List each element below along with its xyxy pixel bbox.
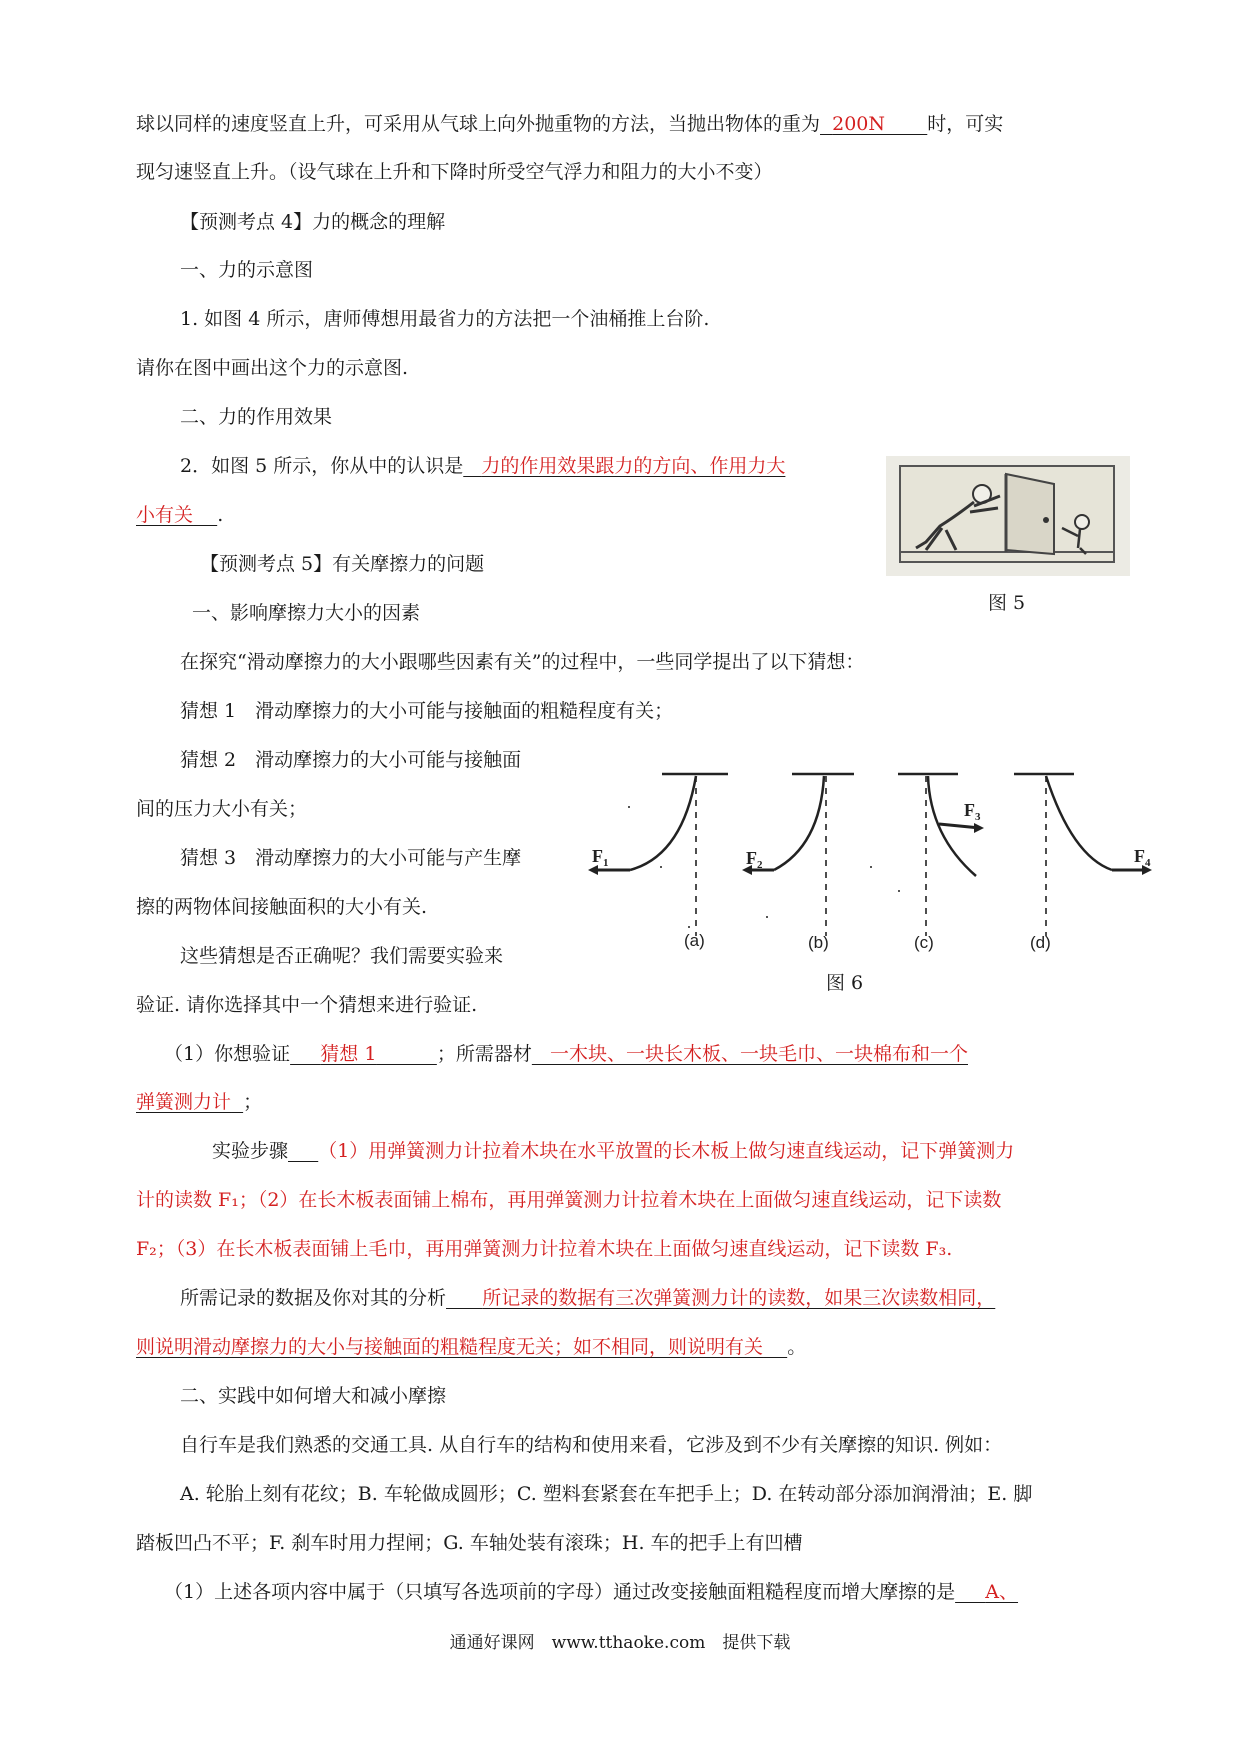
label: 所需记录的数据及你对其的分析 [180,1287,447,1309]
answer-text [463,455,785,477]
answer-part: 弹簧测力计 [136,1091,232,1113]
options-text: A. 轮胎上刻有花纹；B. 车轮做成圆形；C. 塑料套紧套在车把手上；D. 在转动部分添加润滑油；E. 脚 [180,1483,1033,1505]
answer-part: 猜想 1 [320,1043,377,1065]
force-label-f1: $F_1$ [592,846,609,869]
paragraph-text: 在探究“滑动摩擦力的大小跟哪些因素有关”的过程中，一些同学提出了以下猜想： [180,651,865,673]
answer-part: 力的作用效果跟力的方向、作用力大 [481,455,786,477]
figure-6-caption: 图 6 [826,972,864,994]
analysis-line [180,1284,995,1312]
sentence: 球以同样的速度竖直上升，可采用从气球上向外抛重物的方法，当抛出物体的重为 [136,113,821,135]
question-text: 请你在图中画出这个力的示意图. [136,357,409,379]
page-footer: 通通好课网 www.tthaoke.com 提供下载 [449,1633,791,1653]
options-text: 踏板凹凸不平；F. 刹车时用力捏闸；G. 车轴处装有滚珠；H. 车的把手上有凹槽 [136,1532,803,1554]
hypothesis-3-cont: 擦的两物体间接触面积的大小有关. [136,896,428,918]
hypothesis-2-cont: 间的压力大小有关； [136,798,308,820]
analysis-line [136,1333,806,1361]
answer-blank [820,113,927,135]
subfigure-label-a: (a) [684,931,705,950]
figure-5-drawing [886,456,1130,576]
steps-line: F₂；（3）在长木板表面铺上毛巾，再用弹簧测力计拉着木块在上面做匀速直线运动，记下读数 F₃. [136,1238,953,1260]
answer-text [136,504,217,526]
paragraph-text: 自行车是我们熟悉的交通工具. 从自行车的结构和使用来看，它涉及到不少有关摩擦的知识. 例如： [180,1434,1003,1456]
answer-text [446,1287,995,1309]
paragraph-text: 这些猜想是否正确呢？我们需要实验来 [180,945,504,967]
section-heading: 【预测考点 4】力的概念的理解 [180,211,446,233]
answer-line [136,1088,262,1116]
label: ；所需器材 [436,1043,532,1065]
subsection-heading: 二、实践中如何增大和减小摩擦 [180,1385,447,1407]
punctuation: ； [243,1091,263,1113]
subfigure-label-d: (d) [1030,933,1051,952]
question-text [164,1578,1018,1606]
answer-text: 200N [832,113,885,135]
section-heading: 【预测考点 5】有关摩擦力的问题 [200,553,485,575]
force-label-f3: $F_3$ [964,800,981,823]
answer-line [164,1040,968,1068]
force-label-f4: $F_4$ [1134,846,1151,869]
subsection-heading: 二、力的作用效果 [180,406,333,428]
answer-text [136,1336,787,1358]
answer-part: 一木块、一块长木板、一块毛巾、一块棉布和一个 [549,1043,968,1065]
label: 实验步骤 [212,1140,289,1162]
punctuation: 。 [787,1336,807,1358]
figure-5-image [886,456,1130,576]
hypothesis-1: 猜想 1 滑动摩擦力的大小可能与接触面的粗糙程度有关； [180,700,674,722]
answer-text [532,1043,968,1065]
answer-part: 所记录的数据有三次弹簧测力计的读数，如果三次读数相同， [482,1287,996,1309]
answer-part: （1）用弹簧测力计拉着木块在水平放置的长木板上做匀速直线运动，记下弹簧测力 [318,1140,1015,1162]
subfigure-label-b: (b) [808,933,829,952]
figure-5-caption: 图 5 [988,592,1026,614]
sentence: 时，可实 [927,113,1004,135]
sentence: 2．如图 5 所示，你从中的认识是 [180,455,464,477]
question-text [180,452,785,480]
figure-6-drawing [586,766,1168,962]
period: . [217,504,224,526]
answer-text [288,1140,318,1162]
label: （1）你想验证 [164,1043,291,1065]
question-text: 1. 如图 4 所示，唐师傅想用最省力的方法把一个油桶推上台阶. [180,308,710,330]
answer-part: A、 [985,1581,1019,1603]
force-label-f2: $F_2$ [746,848,763,871]
figure-6-image [586,766,1168,962]
paragraph-text: 验证. 请你选择其中一个猜想来进行验证. [136,994,478,1016]
answer-line [136,501,223,529]
answer-text [290,1043,437,1065]
answer-text [136,1091,243,1113]
answer-part: 则说明滑动摩擦力的大小与接触面的粗糙程度无关；如不相同，则说明有关 [136,1336,764,1358]
subfigure-label-c: (c) [914,933,934,952]
subsection-heading: 一、影响摩擦力大小的因素 [192,602,421,624]
answer-part: 小有关 [136,504,194,526]
text-line [136,110,1003,138]
text-line: 现匀速竖直上升。（设气球在上升和下降时所受空气浮力和阻力的大小不变） [136,161,773,183]
sentence: （1）上述各项内容中属于（只填写各选项前的字母）通过改变接触面粗糙程度而增大摩擦的是 [164,1581,956,1603]
steps-line [212,1137,1014,1165]
hypothesis-2: 猜想 2 滑动摩擦力的大小可能与接触面 [180,749,522,771]
subsection-heading: 一、力的示意图 [180,259,314,281]
answer-text [955,1581,1018,1603]
hypothesis-3: 猜想 3 滑动摩擦力的大小可能与产生摩 [180,847,522,869]
steps-line: 计的读数 F₁；（2）在长木板表面铺上棉布，再用弹簧测力计拉着木块在上面做匀速直线运动，记下读数 [136,1189,1002,1211]
